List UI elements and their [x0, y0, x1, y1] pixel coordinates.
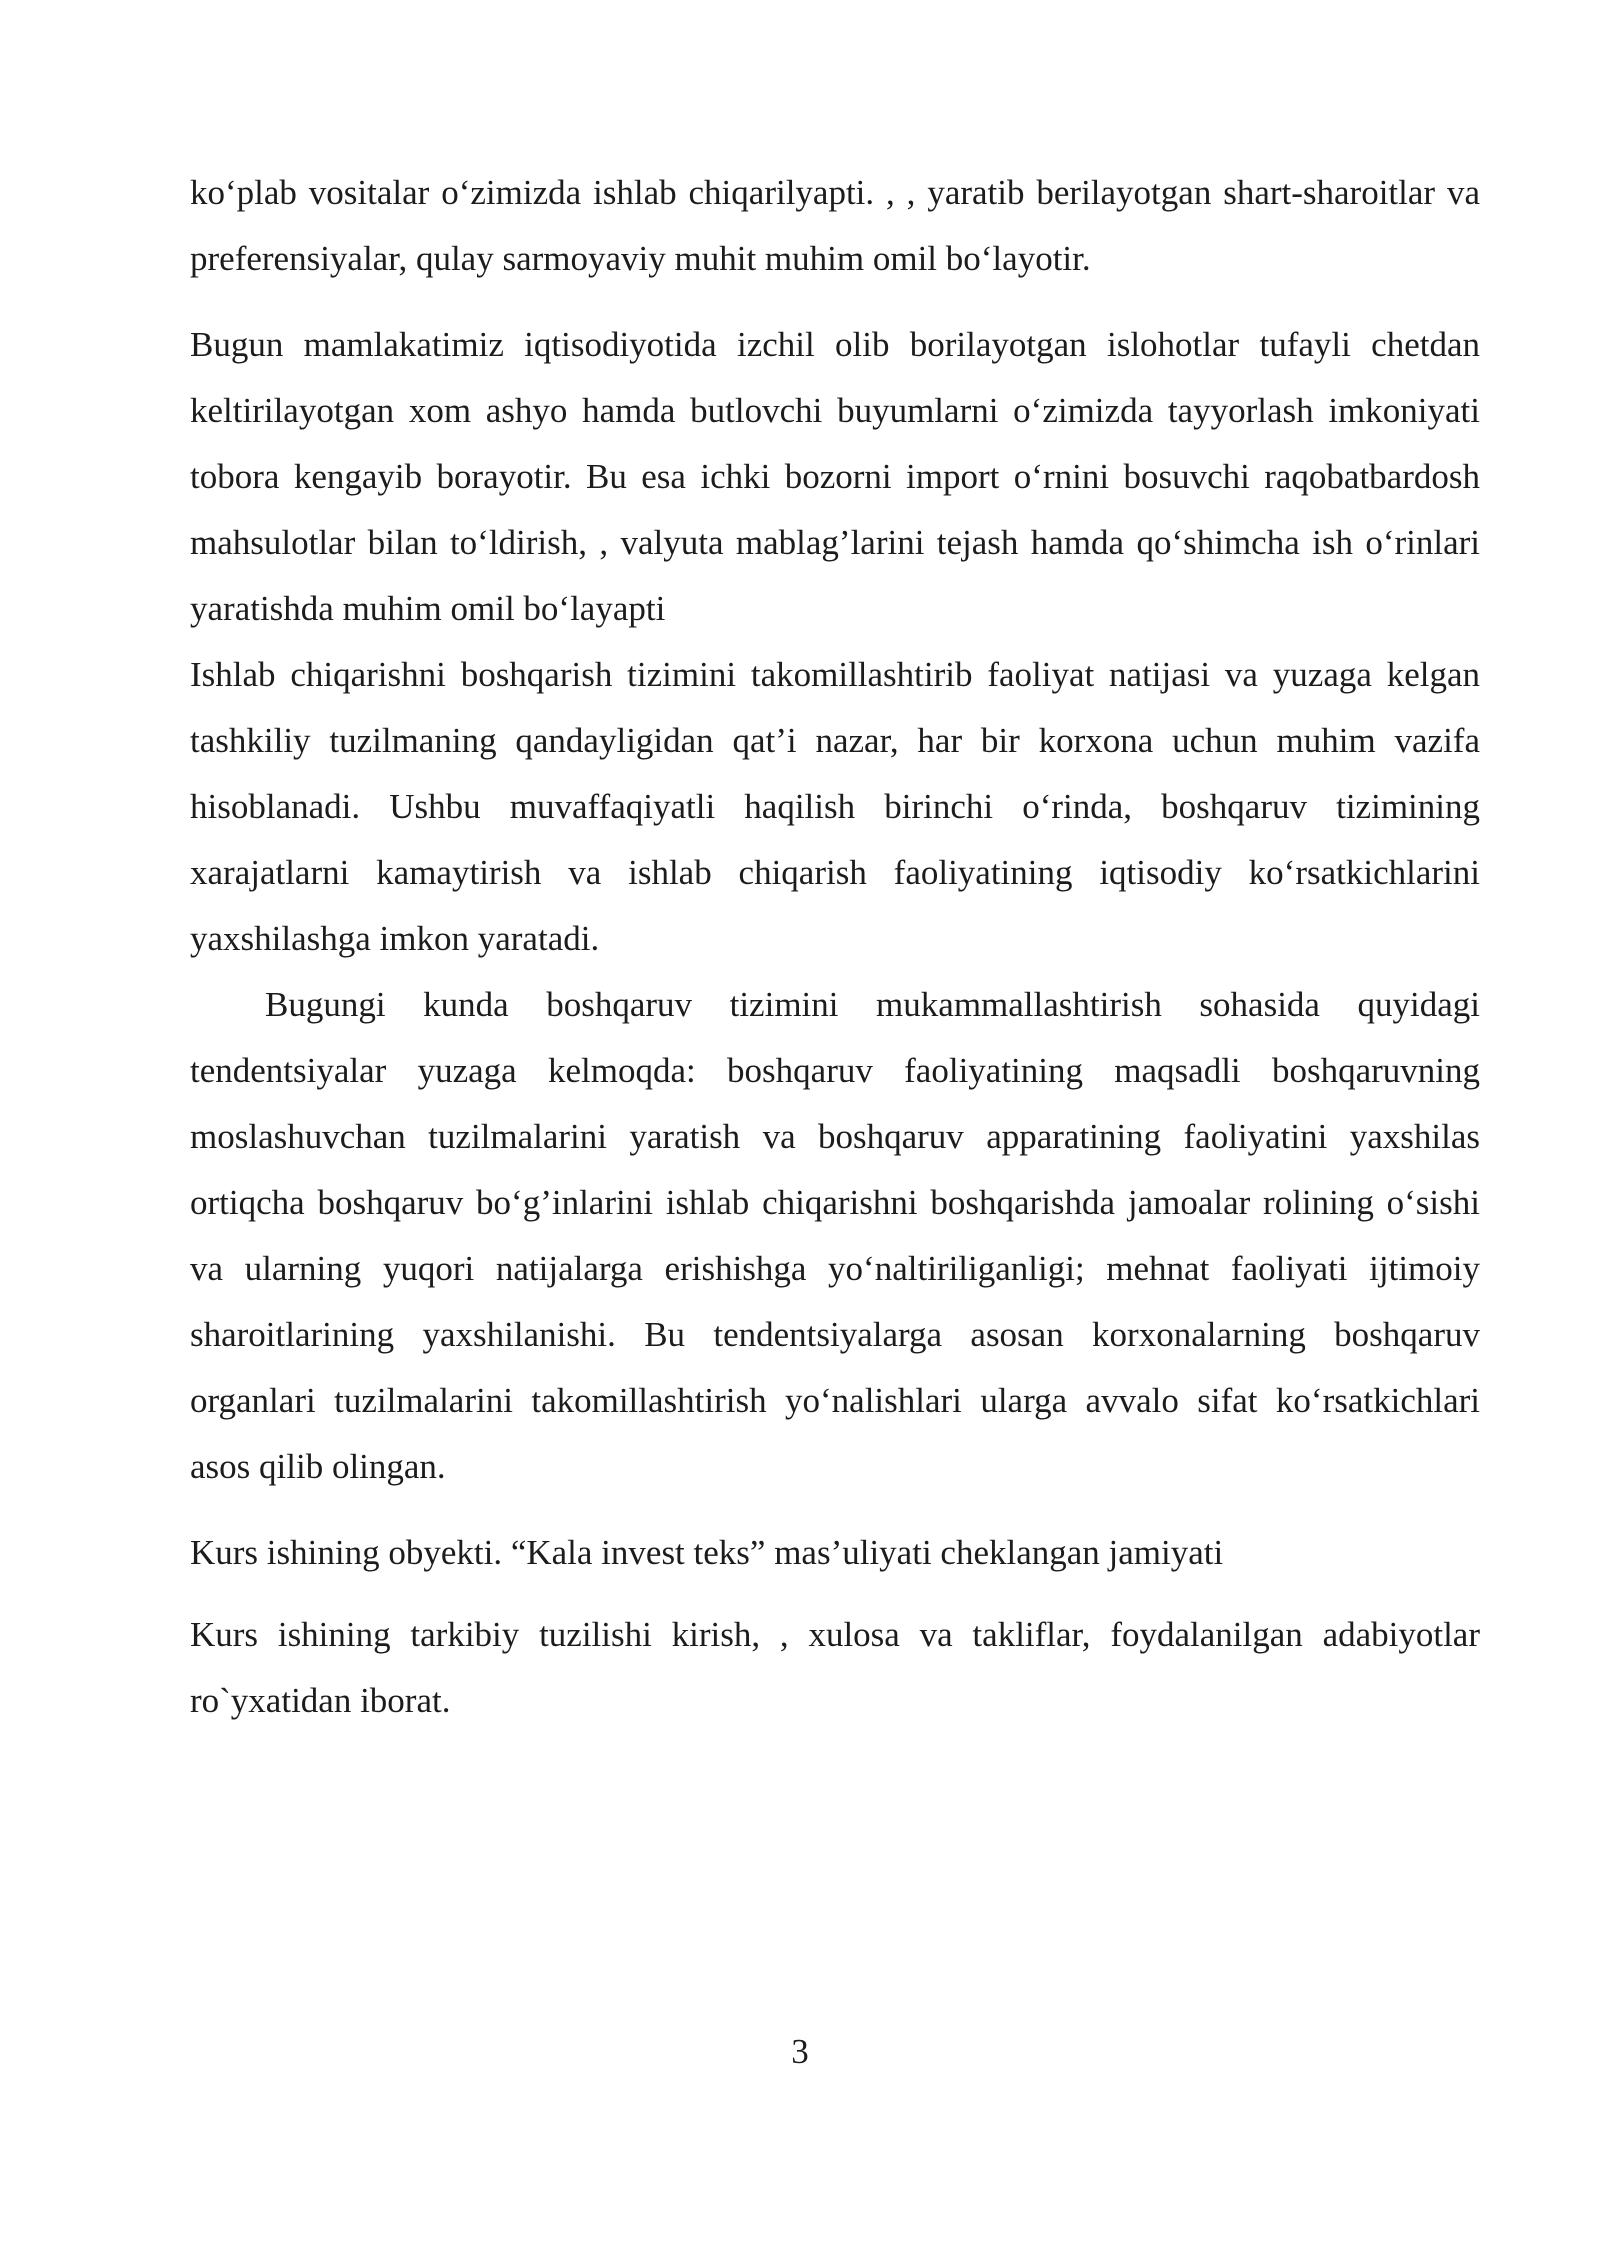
document-body — [190, 160, 1480, 1734]
paragraph-1: ko‘plab vositalar o‘zimizda ishlab chiqarilyapti. , , yaratib berilayotgan shart-sharoitlar va preferensiyalar, qulay sarmoyaviy muhit muhim omil bo‘layotir. — [190, 173, 1480, 278]
paragraph-4: Bugungi kunda boshqaruv tizimini mukammallashtirish sohasida quyidagi tendentsiyalar yuzaga kelmoqda: boshqaruv faoliyatining maqsadli boshqaruvning moslashuvchan tuzilmalarini yaratish va boshqaruv apparatining faoliyatini yaxshilas ortiqcha boshqaruv bo‘g’inlarini ishlab chiqarishni boshqarishda jamoalar rolining o‘sishi va ularning yuqori natijalarga erishishga yo‘naltiriliganligi; mehnat faoliyati ijtimoiy sharoitlarining yaxshilanishi. Bu tendentsiyalarga asosan korxonalarning boshqaruv organlari tuzilmalarini takomillashtirish yo‘nalishlari ularga avvalo sifat ko‘rsatkichlari asos qilib olingan. — [190, 985, 1480, 1486]
paragraph-course-object: Kurs ishining obyekti. “Kala invest teks” mas’uliyati cheklangan jamiyati — [190, 1533, 1224, 1572]
paragraph-3: Ishlab chiqarishni boshqarish tizimini takomillashtirib faoliyat natijasi va yuzaga kelgan tashkiliy tuzilmaning qandayligidan qat’i nazar, har bir korxona uchun muhim vazifa hisoblanadi. Ushbu muvaffaqiyatli haqilish birinchi o‘rinda, boshqaruv tizimining xarajatlarni kamaytirish va ishlab chiqarish faoliyatining iqtisodiy ko‘rsatkichlarini yaxshilashga imkon yaratadi. — [190, 655, 1480, 958]
page-number: 3 — [791, 2032, 809, 2071]
paragraph-2: Bugun mamlakatimiz iqtisodiyotida izchil olib borilayotgan islohotlar tufayli chetdan keltirilayotgan xom ashyo hamda butlovchi buyumlarni o‘zimizda tayyorlash imkoniyati tobora kengayib borayotir. Bu esa ichki bozorni import o‘rnini bosuvchi raqobatbardosh mahsulotlar bilan to‘ldirish, , valyuta mablag’larini tejash hamda qo‘shimcha ish o‘rinlari yaratishda muhim omil bo‘layapti — [190, 325, 1480, 628]
paragraph-course-structure: Kurs ishining tarkibiy tuzilishi kirish, , xulosa va takliflar, foydalanilgan adabiyotlar ro`yxatidan iborat. — [190, 1615, 1480, 1720]
